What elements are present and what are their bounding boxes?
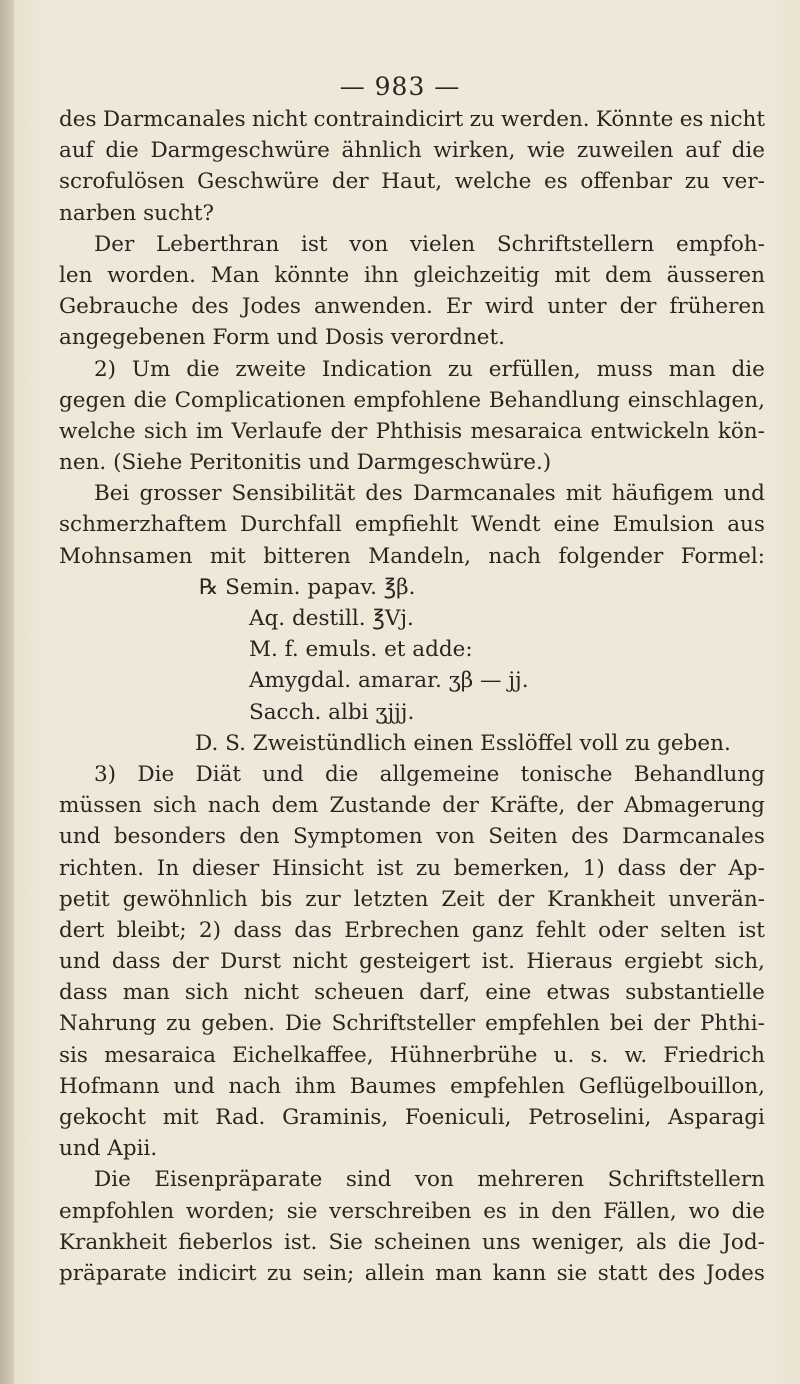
text-line: gegen die Complicationen empfohlene Behandlung einschlagen, bbox=[59, 387, 765, 413]
text-line: Gebrauche des Jodes anwenden. Er wird unter der früheren bbox=[59, 294, 765, 320]
text-line: petit gewöhnlich bis zur letzten Zeit der Krankheit unverän- bbox=[59, 886, 765, 912]
text-line: richten. In dieser Hinsicht ist zu bemerken, 1) dass der Ap- bbox=[59, 855, 765, 881]
recipe-line: ℞ Semin. papav. ℥β. bbox=[199, 574, 416, 600]
recipe-line: Sacch. albi ʒjjj. bbox=[249, 699, 415, 725]
text-line: welche sich im Verlaufe der Phthisis mesaraica entwickeln kön- bbox=[59, 418, 765, 444]
text-line: sis mesaraica Eichelkaffee, Hühnerbrühe u. s. w. Friedrich bbox=[59, 1042, 765, 1068]
text-line: 3) Die Diät und die allgemeine tonische Behandlung bbox=[94, 761, 765, 787]
text-line: dass man sich nicht scheuen darf, eine etwas substantielle bbox=[59, 980, 765, 1006]
recipe-line: D. S. Zweistündlich einen Esslöffel voll zu geben. bbox=[195, 730, 731, 756]
text-line: empfohlen worden; sie verschreiben es in den Fällen, wo die bbox=[59, 1198, 765, 1224]
page-number: — 983 — bbox=[339, 72, 461, 101]
text-line: Die Eisenpräparate sind von mehreren Schriftstellern bbox=[94, 1167, 765, 1193]
recipe-line: Amygdal. amarar. ʒβ — jj. bbox=[249, 668, 529, 694]
text-line: dert bleibt; 2) dass das Erbrechen ganz fehlt oder selten ist bbox=[59, 917, 765, 943]
text-line: Hofmann und nach ihm Baumes empfehlen Geflügelbouillon, bbox=[59, 1073, 765, 1099]
text-line: gekocht mit Rad. Graminis, Foeniculi, Petroselini, Asparagi bbox=[59, 1105, 765, 1130]
recipe-line: M. f. emuls. et adde: bbox=[249, 637, 473, 663]
text-line: len worden. Man könnte ihn gleichzeitig mit dem äusseren bbox=[59, 262, 765, 288]
text-line: nen. (Siehe Peritonitis und Darmgeschwüre.) bbox=[59, 450, 552, 476]
text-line: und dass der Durst nicht gesteigert ist. Hieraus ergiebt sich, bbox=[59, 949, 765, 975]
text-line: Der Leberthran ist von vielen Schriftstellern empfoh- bbox=[94, 231, 765, 257]
text-line: Krankheit fieberlos ist. Sie scheinen uns weniger, als die Jod- bbox=[59, 1229, 765, 1255]
text-line: präparate indicirt zu sein; allein man kann sie statt des Jodes bbox=[59, 1260, 765, 1286]
text-line: narben sucht? bbox=[59, 200, 215, 226]
body-text bbox=[59, 104, 765, 1289]
text-line: scrofulösen Geschwüre der Haut, welche es offenbar zu ver- bbox=[59, 169, 765, 195]
page-binding-edge bbox=[0, 0, 14, 1384]
text-line: angegebenen Form und Dosis verordnet. bbox=[59, 325, 505, 351]
text-line: und besonders den Symptomen von Seiten des Darmcanales bbox=[59, 824, 765, 850]
prescription-block bbox=[59, 572, 765, 759]
text-line: und Apii. bbox=[59, 1136, 158, 1162]
text-line: Nahrung zu geben. Die Schriftsteller empfehlen bei der Phthi- bbox=[59, 1011, 765, 1037]
text-line: schmerzhaftem Durchfall empfiehlt Wendt eine Emulsion aus bbox=[59, 512, 765, 538]
text-line: 2) Um die zweite Indication zu erfüllen, muss man die bbox=[94, 356, 765, 382]
text-line: Mohnsamen mit bitteren Mandeln, nach folgender Formel: bbox=[59, 543, 765, 569]
text-line: Bei grosser Sensibilität des Darmcanales mit häufigem und bbox=[94, 481, 765, 507]
text-line: auf die Darmgeschwüre ähnlich wirken, wie zuweilen auf die bbox=[59, 138, 765, 164]
text-line: müssen sich nach dem Zustande der Kräfte, der Abmagerung bbox=[59, 793, 765, 819]
recipe-line: Aq. destill. ℥Vj. bbox=[249, 606, 414, 631]
text-line: des Darmcanales nicht contraindicirt zu werden. Könnte es nicht bbox=[59, 107, 765, 132]
